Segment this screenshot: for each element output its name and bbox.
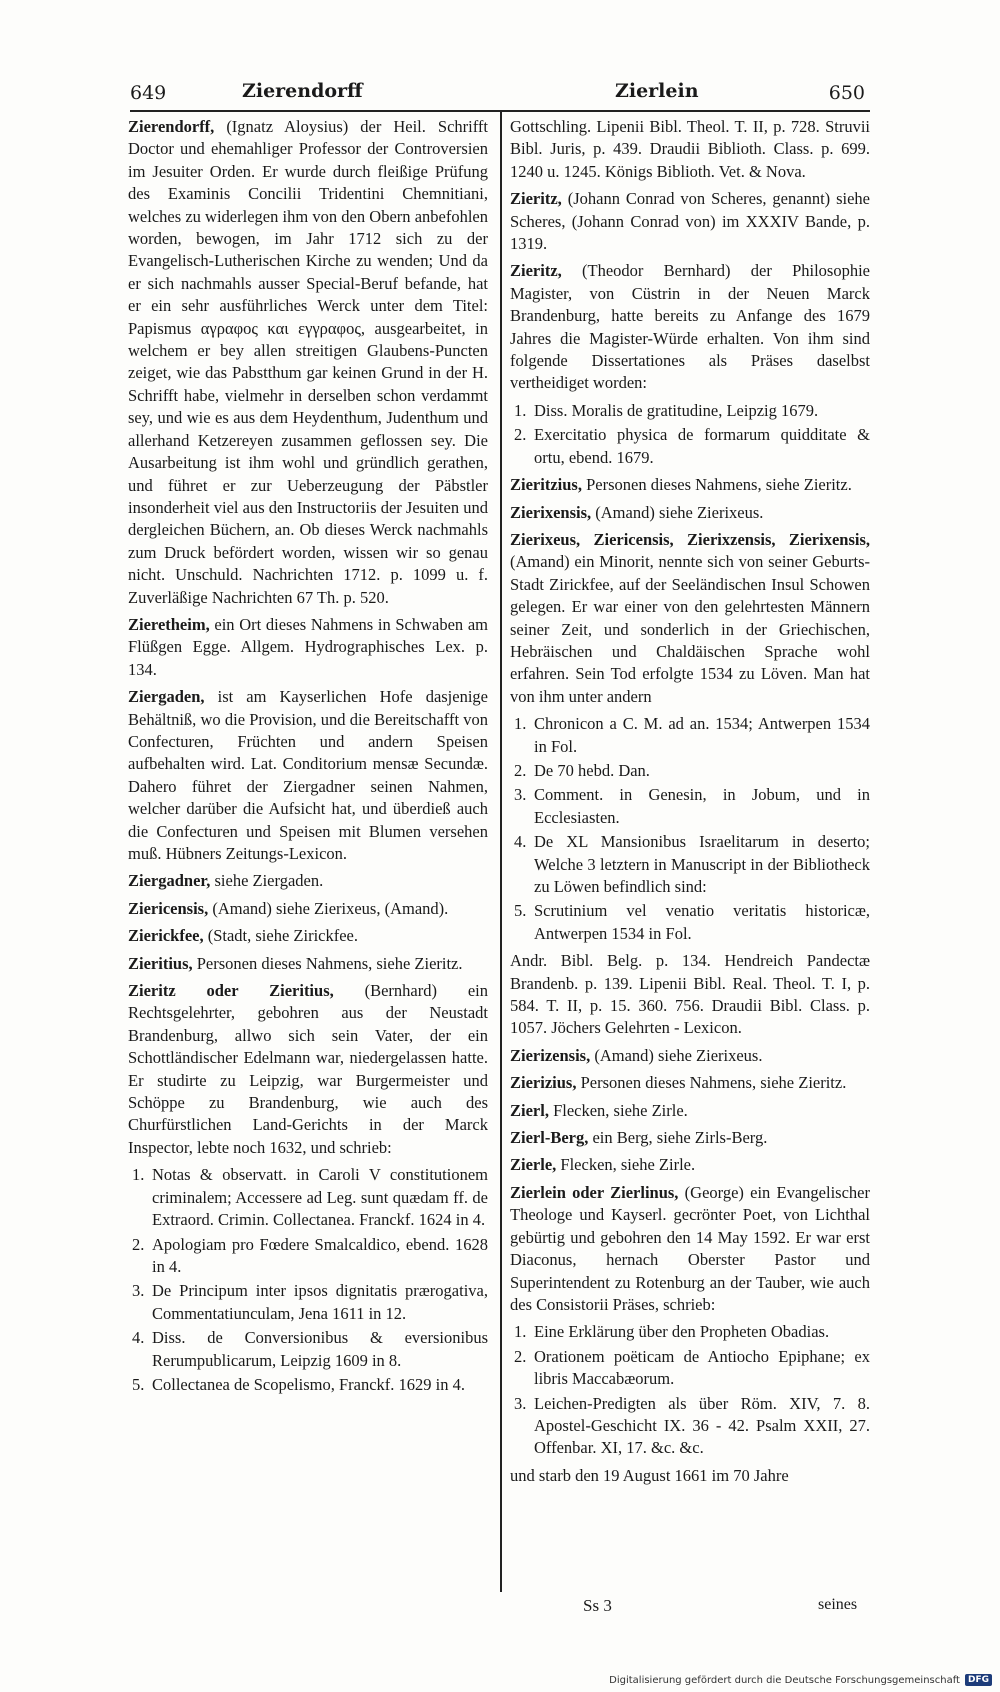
credit-text: Digitalisierung gefördert durch die Deutsche Forschungsgemeinschaft bbox=[609, 1674, 960, 1686]
entry bbox=[128, 898, 488, 920]
dfg-logo-icon: DFG bbox=[965, 1674, 992, 1686]
list-number: 2. bbox=[132, 1234, 145, 1254]
list-text: Leichen-Predigten als über Röm. XIV, 7. 8. Apostel-Geschicht IX. 36 - 42. Psalm XXII, 27. Offenbar. XI, 17. &c. &c. bbox=[534, 1393, 870, 1458]
list-number: 3. bbox=[514, 1393, 527, 1413]
list-text: Eine Erklärung über den Propheten Obadias. bbox=[534, 1322, 830, 1342]
entry bbox=[510, 529, 870, 708]
entry bbox=[128, 925, 488, 947]
list-item bbox=[510, 1393, 870, 1460]
entry bbox=[510, 1182, 870, 1316]
headword: Ziericensis, bbox=[128, 898, 209, 918]
list-text: Comment. in Genesin, in Jobum, und in Ecclesiasten. bbox=[534, 785, 870, 827]
headword: Zierixeus, Ziericensis, Zierixzensis, Zierixensis, bbox=[510, 529, 870, 549]
entry bbox=[128, 870, 488, 892]
continuation-text: Gottschling. Lipenii Bibl. Theol. T. II, p. 728. Struvii Bibl. Juris, p. 439. Draudii Biblioth. Class. p. 699. 1240 u. 1245. Königs Biblioth. Vet. & Nova. bbox=[510, 117, 870, 181]
entry bbox=[510, 1127, 870, 1149]
entry bbox=[510, 1100, 870, 1122]
entry-text: (Stadt, siehe Zirickfee. bbox=[207, 926, 358, 946]
list-text: Apologiam pro Fœdere Smalcaldico, ebend. 1628 in 4. bbox=[152, 1234, 488, 1276]
entry bbox=[510, 502, 870, 524]
headword: Zieritz, bbox=[510, 261, 562, 281]
headword: Ziergaden, bbox=[128, 687, 205, 707]
list-text: Notas & observatt. in Caroli V constitutionem criminalem; Accessere ad Leg. sunt quædam ff. de Extraord. Crimin. Collectanea. Franckf. 1624 in 4. bbox=[152, 1165, 488, 1230]
page-header bbox=[130, 80, 865, 108]
list-number: 4. bbox=[132, 1328, 145, 1348]
signature-mark: Ss 3 bbox=[583, 1596, 612, 1615]
entry-text: (Amand) ein Minorit, nennte sich von seiner Geburts-Stadt Zirickfee, auf der Seeländischen Insul Schowen gelegen. Er war einer von den gelehrtesten Männern seiner Zeit, und sonderlich in der Griechischen, Hebräischen und Chaldäischen Sprache wohl erfahren. Sein Tod erfolgte 1534 zu Löven. Man hat von ihm unter andern bbox=[510, 552, 870, 706]
entry-text: Flecken, siehe Zirle. bbox=[560, 1155, 696, 1175]
headword: Zierendorff, bbox=[128, 117, 215, 136]
entry-text: (George) ein Evangelischer Theologe und Kayserl. gecrönter Poet, von Lichthal gebürtig und gebohren den 14 May 1592. Er war erst Diaconus, hernach Oberster Pastor und Superintendent zu Rotenburg an der Tauber, wie auch des Consistorii Präses, schrieb: bbox=[510, 1182, 870, 1314]
list-text: Collectanea de Scopelismo, Franckf. 1629 in 4. bbox=[152, 1374, 465, 1394]
list-item bbox=[510, 784, 870, 829]
headword: Zierizensis, bbox=[510, 1045, 591, 1065]
entry bbox=[128, 980, 488, 1159]
page-number-right: 650 bbox=[828, 82, 865, 104]
entry-text: Personen dieses Nahmens, siehe Zieritz. bbox=[196, 953, 463, 973]
list-text: De 70 hebd. Dan. bbox=[534, 760, 650, 780]
list-text: Orationem poëticam de Antiocho Epiphane; ex libris Maccabæorum. bbox=[534, 1346, 870, 1389]
entry-text: siehe Ziergaden. bbox=[214, 871, 324, 891]
entry-text: (Amand) siehe Zierixeus. bbox=[595, 502, 764, 522]
list-number: 3. bbox=[514, 785, 527, 805]
closing-text: und starb den 19 August 1661 im 70 Jahre bbox=[510, 1465, 789, 1485]
list-item bbox=[510, 831, 870, 898]
entry-text: ein Ort dieses Nahmens in Schwaben am Flüßgen Egge. Allgem. Hydrographisches Lex. p. 134. bbox=[128, 614, 488, 679]
list-item bbox=[510, 400, 870, 422]
references: Andr. Bibl. Belg. p. 134. Hendreich Pandectæ Brandenb. p. 139. Lipenii Bibl. Real. Theol. T. I, p. 584. T. II, p. 15. 360. 756. Draudii Bibl. Class. p. 1057. Jöchers Gelehrten - Lexicon. bbox=[510, 951, 870, 1038]
list-item bbox=[510, 1346, 870, 1391]
list-item bbox=[510, 900, 870, 945]
entry-text: (Ignatz Aloysius) der Heil. Schrifft Doctor und ehemahliger Professor der Controversien im Jesuiter Orden. Er wurde durch fleißige Prüfung des Examinis Concilii Tridentini Chemnitiani, welches zu widerlegen ihm von den Obern anbefohlen worden, bewogen, im Jahr 1712 sich zu der Evangelisch-Lutherischen Kirche zu wenden; Und da er sich nachmahls ausser Special-Beruf befande, hat er ein sehr ausführliches Werck unter dem Titel: Papismus αγραφος και εγγραφος, ausgearbeitet, in welchem er bey allen streitigen Glaubens-Puncten zeiget, wie das Pabstthum gar keinen Grund in der H. Schrifft habe, vielmehr in derselben schon verdammt sey, und wie es aus dem Heydenthum, Judenthum und allerhand Ketzereyen zusammen geflossen sey. Die Ausarbeitung ist ihm wohl und gründlich gerathen, und führet er zur Ueberzeugung der Päbstler insonderheit viel aus den Instructoriis der Jesuiten und dergleichen Büchern, an. Ob dieses Werck nachmahls zum Druck befördert worden, wissen wir so genau nicht. Unschuld. Nachrichten 1712. p. 1099 u. f. Zuverläßige Nachrichten 67 Th. p. 520. bbox=[128, 117, 488, 607]
headword: Zierizius, bbox=[510, 1073, 577, 1093]
entry bbox=[510, 1154, 870, 1176]
headword: Zierixensis, bbox=[510, 502, 592, 522]
entry-text: ist am Kayserlichen Hofe dasjenige Behältniß, wo die Provision, und die Bereitschafft von Confecturen, Früchten und andern Speisen aufbehalten wird. Lat. Conditorium mensæ Secundæ. Dahero führet der Ziergadner seinen Nahmen, welcher darüber die Aufsicht hat, und überdieß auch die Confecturen und Speisen mit Blumen versehen muß. Hübners Zeitungs-Lexicon. bbox=[128, 687, 488, 863]
digitization-credit bbox=[609, 1674, 992, 1686]
works-list bbox=[510, 400, 870, 469]
headword: Zieretheim, bbox=[128, 614, 210, 634]
entry-text: Personen dieses Nahmens, siehe Zieritz. bbox=[580, 1073, 847, 1093]
entry bbox=[128, 953, 488, 975]
entry bbox=[510, 474, 870, 496]
running-head-left: Zierendorff bbox=[242, 80, 363, 102]
headword: Ziergadner, bbox=[128, 871, 211, 891]
entry-text: Flecken, siehe Zirle. bbox=[553, 1100, 688, 1120]
list-number: 2. bbox=[514, 1346, 527, 1366]
entry-text: Personen dieses Nahmens, siehe Zieritz. bbox=[586, 475, 852, 495]
entry bbox=[510, 1072, 870, 1094]
entry-text: ein Berg, siehe Zirls-Berg. bbox=[592, 1128, 768, 1148]
list-item bbox=[510, 713, 870, 758]
entry-text: (Amand) siehe Zierixeus, (Amand). bbox=[212, 898, 449, 918]
left-column bbox=[128, 116, 488, 1401]
list-number: 1. bbox=[514, 714, 527, 734]
list-text: Exercitatio physica de formarum quidditate & ortu, ebend. 1679. bbox=[534, 425, 870, 467]
headword: Zieritzius, bbox=[510, 475, 582, 495]
headword: Zieritius, bbox=[128, 953, 193, 973]
entry-text: (Bernhard) ein Rechtsgelehrter, gebohren aus der Neustadt Brandenburg, allwo sich sein Vater, der ein Schottländischer Edelmann war, niedergelassen hatte. Er studirte zu Leipzig, war Burgermeister und Schöppe zu Brandenburg, wie auch des Churfürstlichen Land-Gerichts in der Marck Inspector, lebte noch 1632, und schrieb: bbox=[128, 981, 488, 1157]
list-number: 3. bbox=[132, 1281, 145, 1301]
list-item bbox=[128, 1164, 488, 1231]
list-number: 1. bbox=[514, 1322, 527, 1342]
list-item bbox=[128, 1327, 488, 1372]
entry bbox=[510, 1045, 870, 1067]
list-item bbox=[510, 760, 870, 782]
list-number: 5. bbox=[514, 901, 527, 921]
entry bbox=[510, 188, 870, 255]
entry bbox=[128, 614, 488, 681]
works-list bbox=[128, 1164, 488, 1396]
page-number-left: 649 bbox=[130, 82, 167, 104]
list-text: De XL Mansionibus Israelitarum in deserto; Welche 3 letztern in Manuscript in der Bibliotheck zu Löwen befindlich sind: bbox=[534, 832, 870, 896]
headword: Zierle, bbox=[510, 1155, 557, 1175]
list-item bbox=[510, 1321, 870, 1343]
entry bbox=[128, 686, 488, 865]
catchword: seines bbox=[818, 1596, 858, 1613]
headword: Zieritz oder Zieritius, bbox=[128, 981, 334, 1001]
list-number: 1. bbox=[132, 1165, 145, 1185]
running-head-right: Zierlein bbox=[615, 80, 699, 102]
list-item bbox=[128, 1280, 488, 1325]
list-number: 2. bbox=[514, 760, 527, 780]
list-number: 2. bbox=[514, 425, 527, 445]
list-text: Scrutinium vel venatio veritatis historicæ, Antwerpen 1534 in Fol. bbox=[534, 901, 870, 943]
entry bbox=[128, 116, 488, 609]
headword: Zierlein oder Zierlinus, bbox=[510, 1182, 679, 1202]
list-text: Diss. de Conversionibus & eversionibus Rerumpublicarum, Leipzig 1609 in 8. bbox=[152, 1328, 488, 1370]
works-list bbox=[510, 713, 870, 945]
entry-text: (Johann Conrad von Scheres, genannt) siehe Scheres, (Johann Conrad von) im XXXIV Bande, p. 1319. bbox=[510, 189, 870, 254]
headword: Zieritz, bbox=[510, 189, 562, 209]
entry-text: (Amand) siehe Zierixeus. bbox=[594, 1045, 763, 1065]
list-text: De Principum inter ipsos dignitatis prærogativa, Commentatiunculam, Jena 1611 in 12. bbox=[152, 1281, 488, 1323]
works-list bbox=[510, 1321, 870, 1459]
entry bbox=[510, 260, 870, 394]
list-number: 5. bbox=[132, 1374, 145, 1394]
column-divider bbox=[500, 112, 502, 1592]
headword: Zierl, bbox=[510, 1100, 549, 1120]
list-text: Diss. Moralis de gratitudine, Leipzig 1679. bbox=[534, 400, 819, 420]
list-number: 1. bbox=[514, 400, 527, 420]
right-column bbox=[510, 116, 870, 1492]
list-number: 4. bbox=[514, 832, 527, 852]
entry-text: (Theodor Bernhard) der Philosophie Magister, von Cüstrin in der Neuen Marck Brandenburg, hatte bereits zu Anfange des 1679 Jahres die Magister-Würde erhalten. Von ihm sind folgende Dissertationes als Präses daselbst vertheidiget worden: bbox=[510, 261, 871, 393]
headword: Zierickfee, bbox=[128, 926, 204, 946]
list-item bbox=[128, 1234, 488, 1279]
list-item bbox=[510, 424, 870, 469]
list-text: Chronicon a C. M. ad an. 1534; Antwerpen 1534 in Fol. bbox=[534, 714, 870, 756]
list-item bbox=[128, 1374, 488, 1396]
headword: Zierl-Berg, bbox=[510, 1128, 589, 1148]
